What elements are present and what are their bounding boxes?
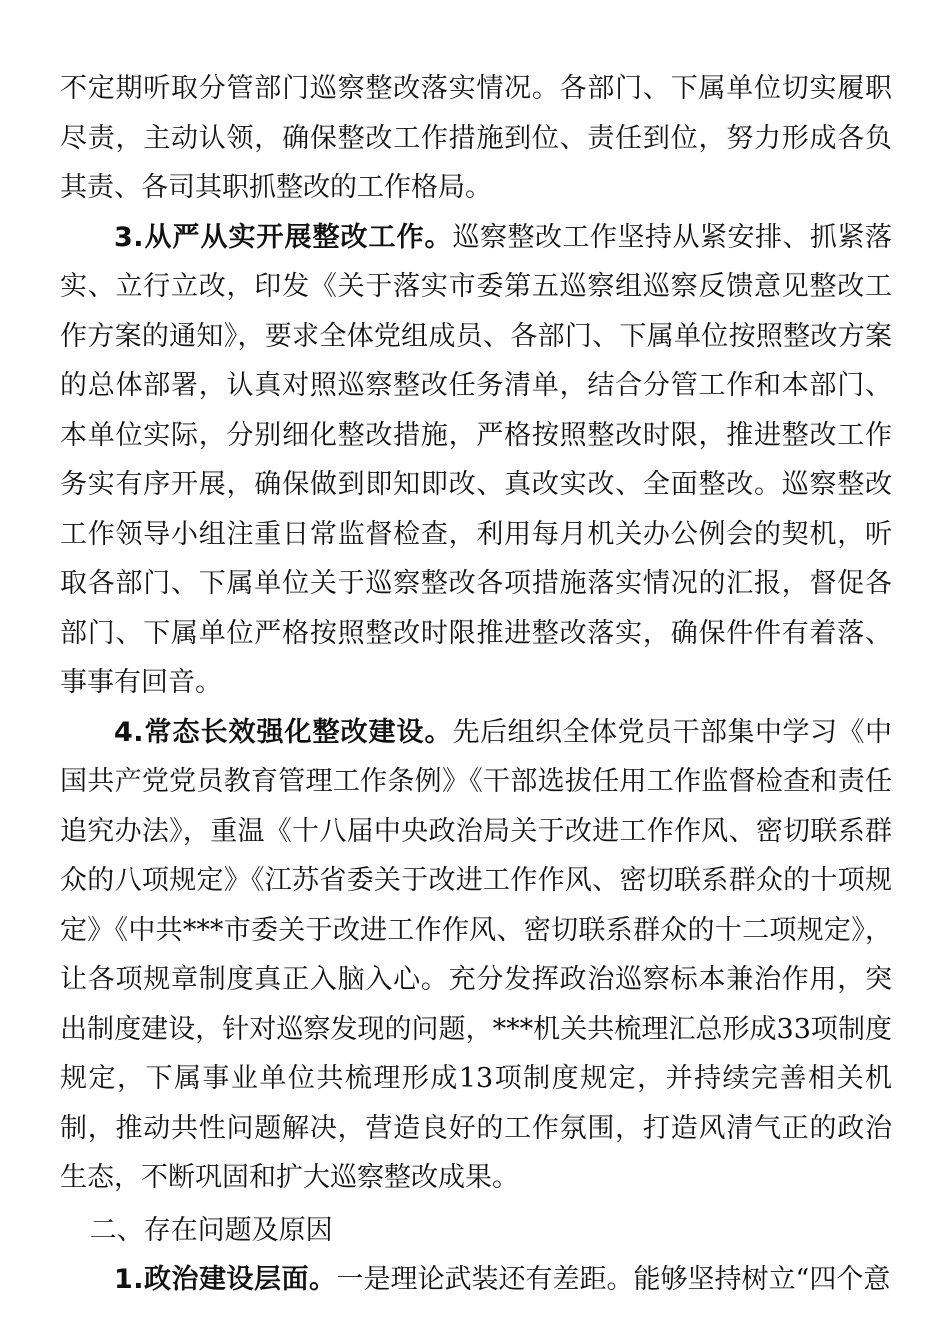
paragraph-continuation: [60, 64, 892, 213]
paragraph-rectification-work: [60, 213, 892, 708]
paragraph-text: 先后组织全体党员干部集中学习《中国共产党党员教育管理工作条例》《干部选拔任用工作监督检查和责任追究办法》，重温《十八届中央政治局关于改进工作作风、密切联系群众的八项规定》《江苏省委关于改进工作作风、密切联系群众的十项规定》《中共***市委关于改进工作作风、密切联系群众的十二项规定》，让各项规章制度真正入脑入心。充分发挥政治巡察标本兼治作用，突出制度建设，针对巡察发现的问题，***机关共梳理汇总形成33项制度规定，下属事业单位共梳理形成13项制度规定，并持续完善相关机制，推动共性问题解决，营造良好的工作氛围，打造风清气正的政治生态，不断巩固和扩大巡察整改成果。: [60, 716, 893, 1193]
paragraph-text: 一是理论武装还有差距。能够坚持树立“四个意: [336, 1264, 891, 1295]
paragraph-lead-heading: 1.政治建设层面。: [114, 1264, 337, 1295]
document-body: [60, 64, 892, 1305]
section-heading: 二、存在问题及原因: [89, 1214, 333, 1246]
paragraph-text: 不定期听取分管部门巡察整改落实情况。各部门、下属单位切实履职尽责，主动认领，确保整改工作措施到位、责任到位，努力形成各负其责、各司其职抓整改的工作格局。: [60, 73, 892, 203]
paragraph-lead-heading: 4.常态长效强化整改建设。: [114, 716, 453, 748]
paragraph-lead-heading: 3.从严从实开展整改工作。: [114, 221, 453, 253]
paragraph-political-construction: [60, 1255, 892, 1305]
paragraph-long-term-mechanism: [60, 708, 892, 1203]
paragraph-text: 巡察整改工作坚持从紧安排、抓紧落实、立行立改，印发《关于落实市委第五巡察组巡察反馈意见整改工作方案的通知》，要求全体党组成员、各部门、下属单位按照整改方案的总体部署，认真对照巡察整改任务清单，结合分管工作和本部门、本单位实际，分别细化整改措施，严格按照整改时限，推进整改工作务实有序开展，确保做到即知即改、真改实改、全面整改。巡察整改工作领导小组注重日常监督检查，利用每月机关办公例会的契机，听取各部门、下属单位关于巡察整改各项措施落实情况的汇报，督促各部门、下属单位严格按照整改时限推进整改落实，确保件件有着落、事事有回音。: [60, 221, 893, 698]
